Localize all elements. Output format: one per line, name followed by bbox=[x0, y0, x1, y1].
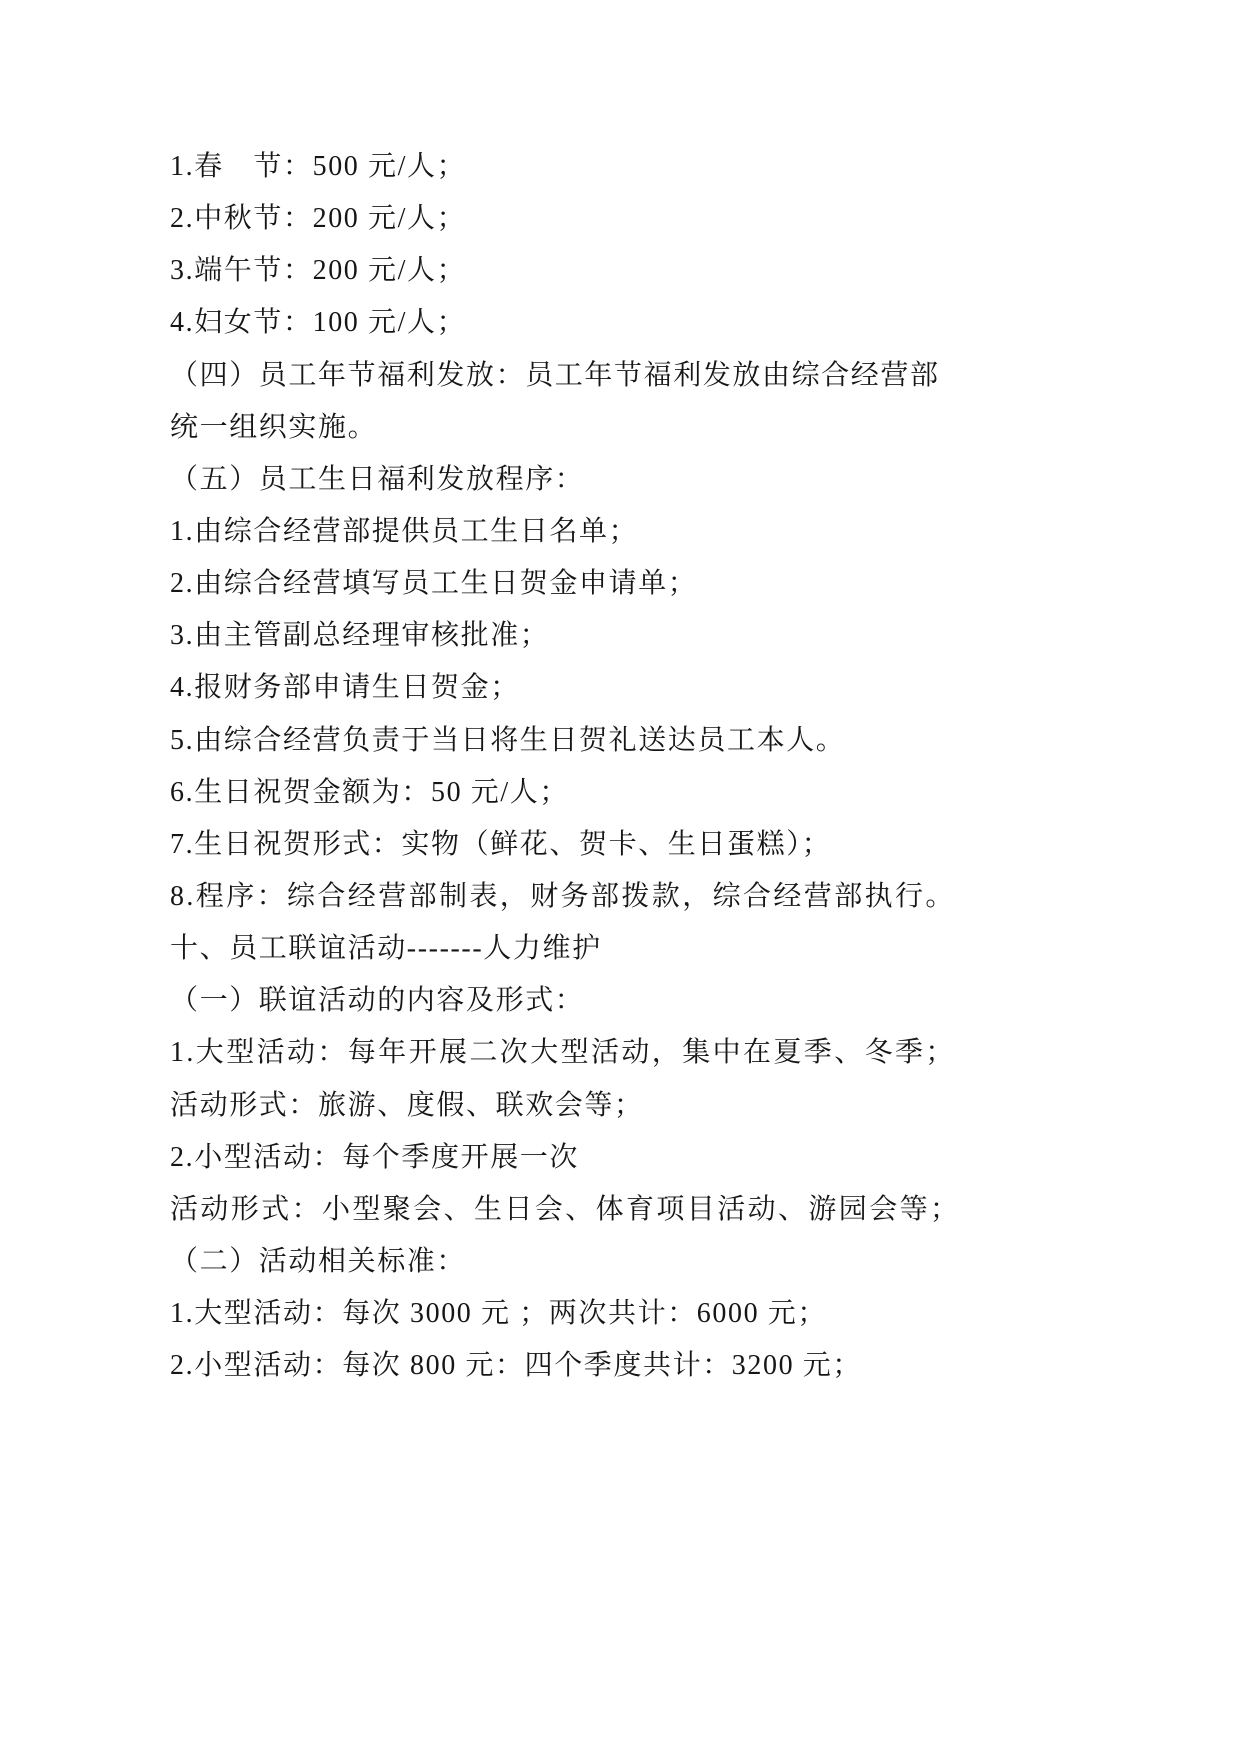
section-heading: 十、员工联谊活动-------人力维护 bbox=[170, 933, 602, 965]
list-item: 4.妇女节：100 元/人； bbox=[170, 307, 467, 339]
paragraph-line: 活动形式：旅游、度假、联欢会等； bbox=[170, 1089, 644, 1121]
subsection-heading: （五）员工生日福利发放程序： bbox=[170, 463, 585, 495]
list-item: 1.由综合经营部提供员工生日名单； bbox=[170, 515, 639, 547]
subsection-heading: （二）活动相关标准： bbox=[170, 1245, 467, 1277]
list-item: 2.由综合经营填写员工生日贺金申请单； bbox=[170, 568, 698, 600]
list-item: 5.由综合经营负责于当日将生日贺礼送达员工本人。 bbox=[170, 724, 846, 756]
list-item: 4.报财务部申请生日贺金； bbox=[170, 672, 520, 704]
paragraph-line: 统一组织实施。 bbox=[170, 411, 378, 443]
list-item: 7.生日祝贺形式：实物（鲜花、贺卡、生日蛋糕）； bbox=[170, 828, 832, 860]
list-item: 1.大型活动：每年开展二次大型活动，集中在夏季、冬季； bbox=[170, 1037, 956, 1069]
document-body bbox=[170, 141, 990, 1392]
list-item: 8.程序：综合经营部制表，财务部拨款，综合经营部执行。 bbox=[170, 880, 956, 912]
list-item: 2.小型活动：每个季度开展一次 bbox=[170, 1141, 580, 1173]
list-item: 6.生日祝贺金额为：50 元/人； bbox=[170, 776, 569, 808]
list-item: 1.大型活动：每次 3000 元 ；两次共计：6000 元； bbox=[170, 1298, 828, 1330]
list-item: 2.中秋节：200 元/人； bbox=[170, 203, 467, 235]
paragraph-line: 活动形式：小型聚会、生日会、体育项目活动、游园会等； bbox=[170, 1193, 961, 1225]
list-item: 2.小型活动：每次 800 元：四个季度共计：3200 元； bbox=[170, 1350, 863, 1382]
list-item: 3.由主管副总经理审核批准； bbox=[170, 620, 550, 652]
list-item: 3.端午节：200 元/人； bbox=[170, 255, 467, 287]
list-item: 1.春 节：500 元/人； bbox=[170, 151, 467, 182]
subsection-heading: （四）员工年节福利发放：员工年节福利发放由综合经营部 bbox=[170, 359, 940, 391]
subsection-heading: （一）联谊活动的内容及形式： bbox=[170, 985, 585, 1017]
